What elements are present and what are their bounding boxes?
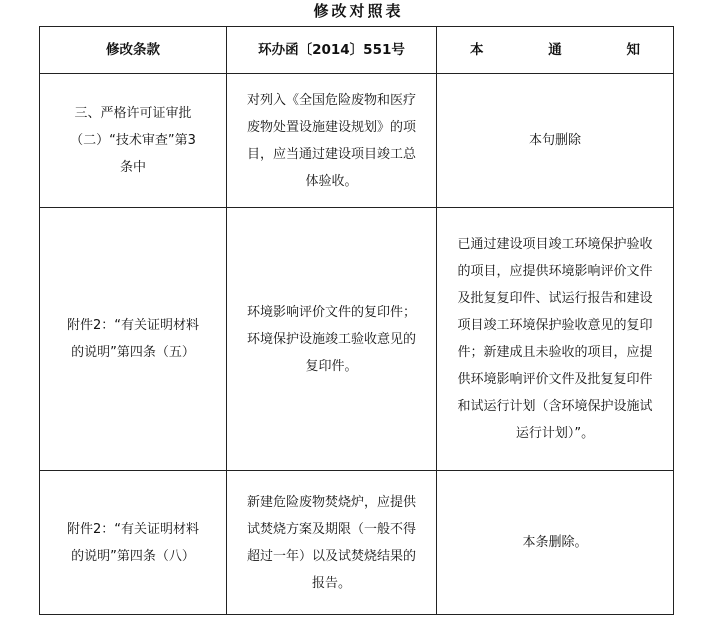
original-cell — [227, 208, 437, 471]
header-clause: 修改条款 — [40, 27, 227, 74]
header-original: 环办函〔2014〕551号 — [227, 27, 437, 74]
cell-line: （二）“技术审查”第3 — [70, 133, 196, 148]
original-cell — [227, 74, 437, 208]
header-notice — [437, 27, 674, 74]
cell-line: 环境保护设施竣工验收意见的 — [246, 331, 416, 347]
cell-line: 的说明”第四条（五） — [71, 345, 195, 360]
cell-line: 供环境影响评价文件及批复复印件 — [457, 372, 653, 387]
cell-line: 件；新建成且未验收的项目，应提 — [457, 345, 653, 360]
notice-cell — [437, 208, 674, 471]
cell-line: 环境影响评价文件的复印件； — [246, 304, 416, 320]
cell-line: 试焚烧方案及期限（一般不得 — [246, 521, 416, 537]
cell-line: 目，应当通过建设项目竣工总 — [246, 146, 416, 162]
original-cell — [227, 471, 437, 615]
cell-line: 体验收。 — [305, 173, 358, 189]
cell-line: 报告。 — [311, 575, 351, 591]
cell-line: 条中 — [119, 160, 146, 175]
clause-cell — [40, 471, 227, 615]
cell-line: 本句删除 — [528, 133, 581, 148]
table-row — [40, 208, 674, 471]
table-row — [40, 74, 674, 208]
cell-line: 附件2：“有关证明材料 — [66, 318, 199, 333]
header-notice-label: 本 通 知 — [470, 41, 670, 58]
cell-line: 新建危险废物焚烧炉，应提供 — [246, 494, 416, 510]
clause-cell — [40, 74, 227, 208]
cell-line: 的项目，应提供环境影响评价文件 — [457, 264, 653, 279]
cell-line: 超过一年）以及试焚烧结果的 — [246, 548, 416, 564]
cell-line: 复印件。 — [305, 358, 358, 374]
comparison-table — [39, 26, 674, 615]
cell-line: 附件2：“有关证明材料 — [66, 521, 199, 537]
table-row — [40, 471, 674, 615]
notice-cell — [437, 74, 674, 208]
table-header-row — [40, 27, 674, 74]
cell-line: 本条删除。 — [522, 535, 588, 550]
cell-line: 对列入《全国危险废物和医疗 — [246, 92, 416, 108]
cell-line: 已通过建设项目竣工环境保护验收 — [457, 237, 653, 252]
document-title: 修改对照表 — [313, 2, 404, 20]
cell-line: 项目竣工环境保护验收意见的复印 — [457, 318, 653, 333]
cell-line: 运行计划）”。 — [515, 426, 595, 441]
cell-line: 及批复复印件、试运行报告和建设 — [457, 291, 653, 306]
cell-line: 的说明”第四条（八） — [71, 548, 195, 564]
cell-line: 三、严格许可证审批 — [74, 106, 192, 121]
notice-cell — [437, 471, 674, 615]
clause-cell — [40, 208, 227, 471]
cell-line: 废物处置设施建设规划》的项 — [246, 119, 416, 135]
cell-line: 和试运行计划（含环境保护设施试 — [457, 399, 653, 414]
